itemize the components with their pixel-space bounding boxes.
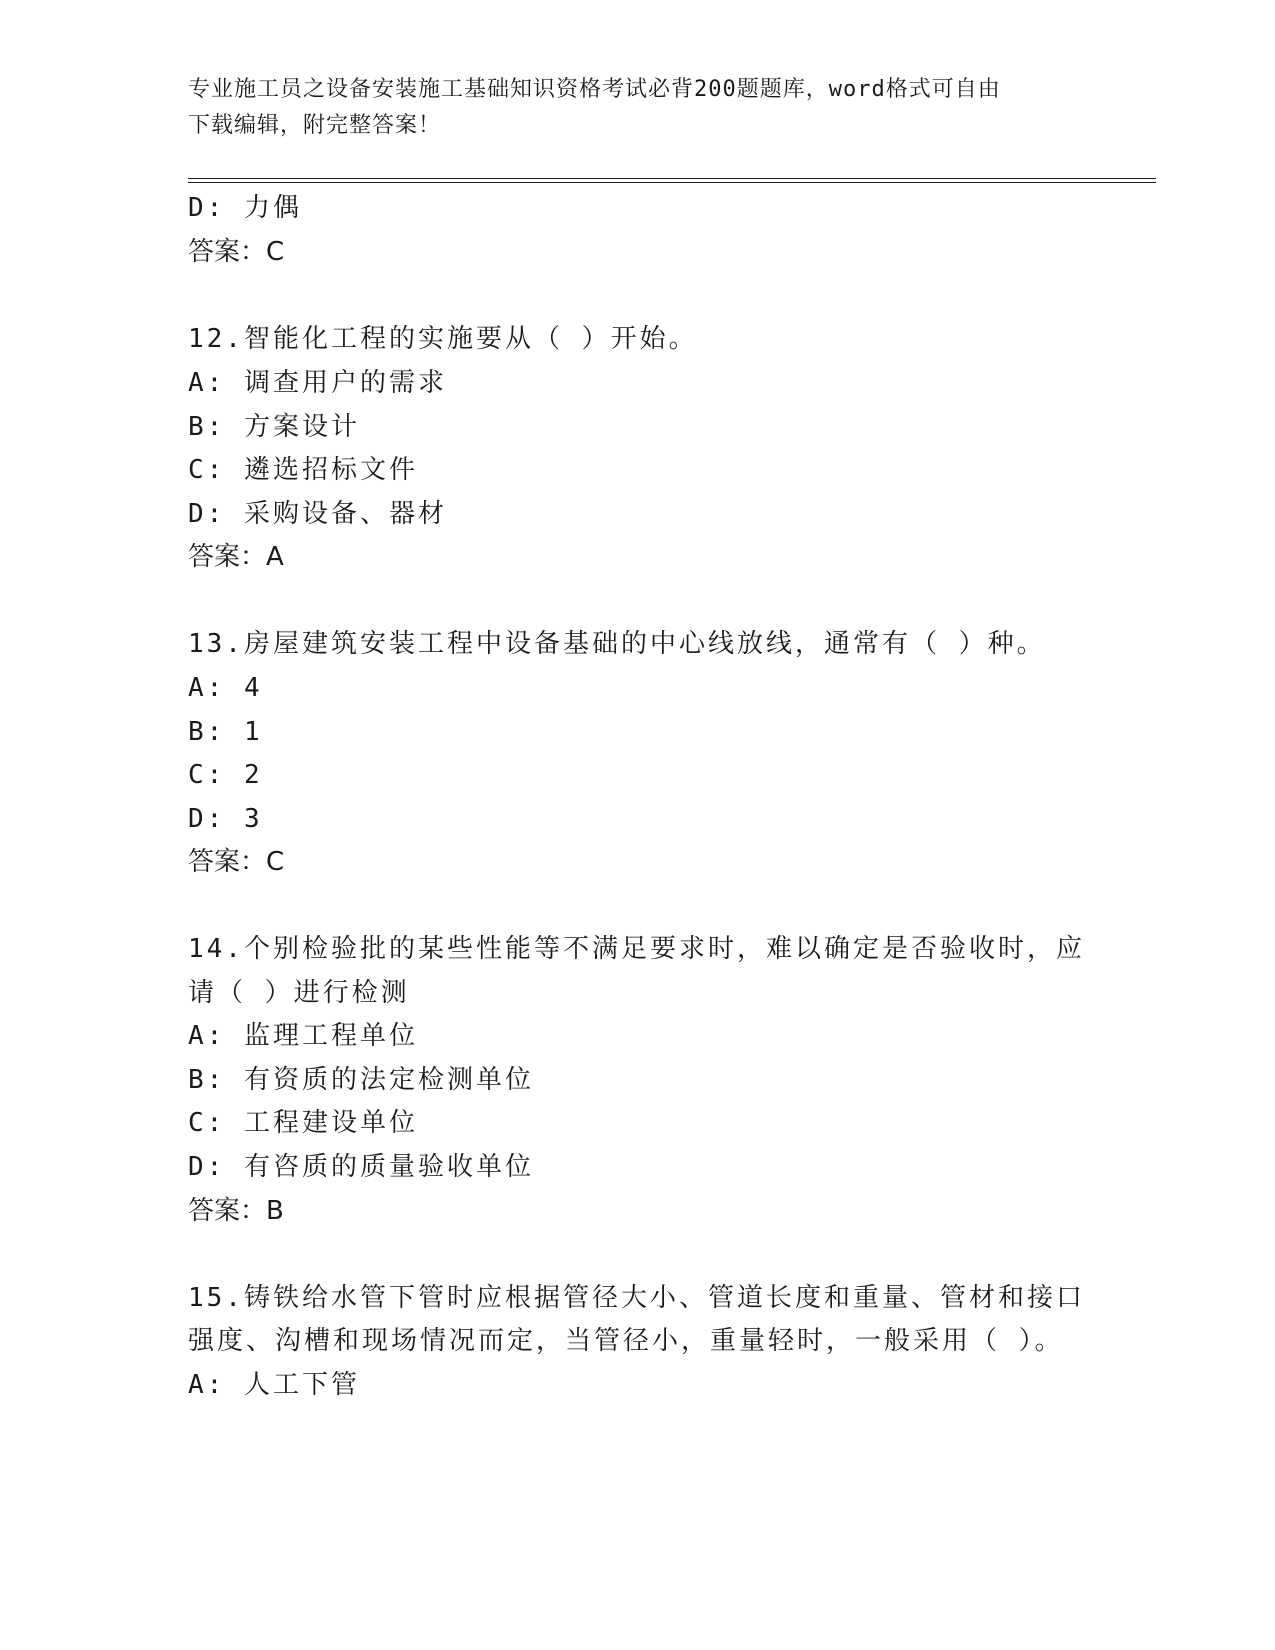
option-d: D: 3 (188, 804, 263, 834)
option-b: B: 有资质的法定检测单位 (188, 1065, 534, 1095)
option-d: D: 力偶 (188, 193, 302, 223)
answer: 答案：A (188, 542, 284, 572)
option-d: D: 有咨质的质量验收单位 (188, 1152, 534, 1182)
option-a: A: 人工下管 (188, 1370, 360, 1400)
option-a: A: 调查用户的需求 (188, 368, 447, 398)
option-d: D: 采购设备、器材 (188, 499, 447, 529)
header-divider-bottom (188, 182, 1156, 183)
answer: 答案：C (188, 847, 285, 877)
answer: 答案：C (188, 237, 285, 267)
answer: 答案：B (188, 1196, 284, 1226)
option-c: C: 2 (188, 760, 263, 790)
option-a: A: 监理工程单位 (188, 1021, 418, 1051)
document-header (188, 72, 1088, 144)
question-stem: 13.房屋建筑安装工程中设备基础的中心线放线，通常有（ ）种。 (188, 629, 1046, 659)
question-stem-line-1: 15.铸铁给水管下管时应根据管径大小、管道长度和重量、管材和接口 (188, 1283, 1085, 1313)
question-stem-line-2: 请（ ）进行检测 (188, 978, 410, 1008)
question-stem-line-2: 强度、沟槽和现场情况而定，当管径小，重量轻时，一般采用（ ）。 (188, 1326, 1064, 1356)
option-b: B: 1 (188, 717, 263, 747)
question-stem: 12.智能化工程的实施要从（ ）开始。 (188, 324, 698, 354)
option-a: A: 4 (188, 673, 263, 703)
option-c: C: 工程建设单位 (188, 1108, 418, 1138)
question-stem-line-1: 14.个别检验批的某些性能等不满足要求时，难以确定是否验收时，应 (188, 934, 1085, 964)
option-b: B: 方案设计 (188, 412, 360, 442)
header-line-2: 下载编辑，附完整答案！ (188, 113, 442, 138)
header-line-1: 专业施工员之设备安装施工基础知识资格考试必背200题题库，word格式可自由 (188, 77, 1001, 102)
header-divider-top (188, 178, 1156, 179)
option-c: C: 遴选招标文件 (188, 455, 418, 485)
